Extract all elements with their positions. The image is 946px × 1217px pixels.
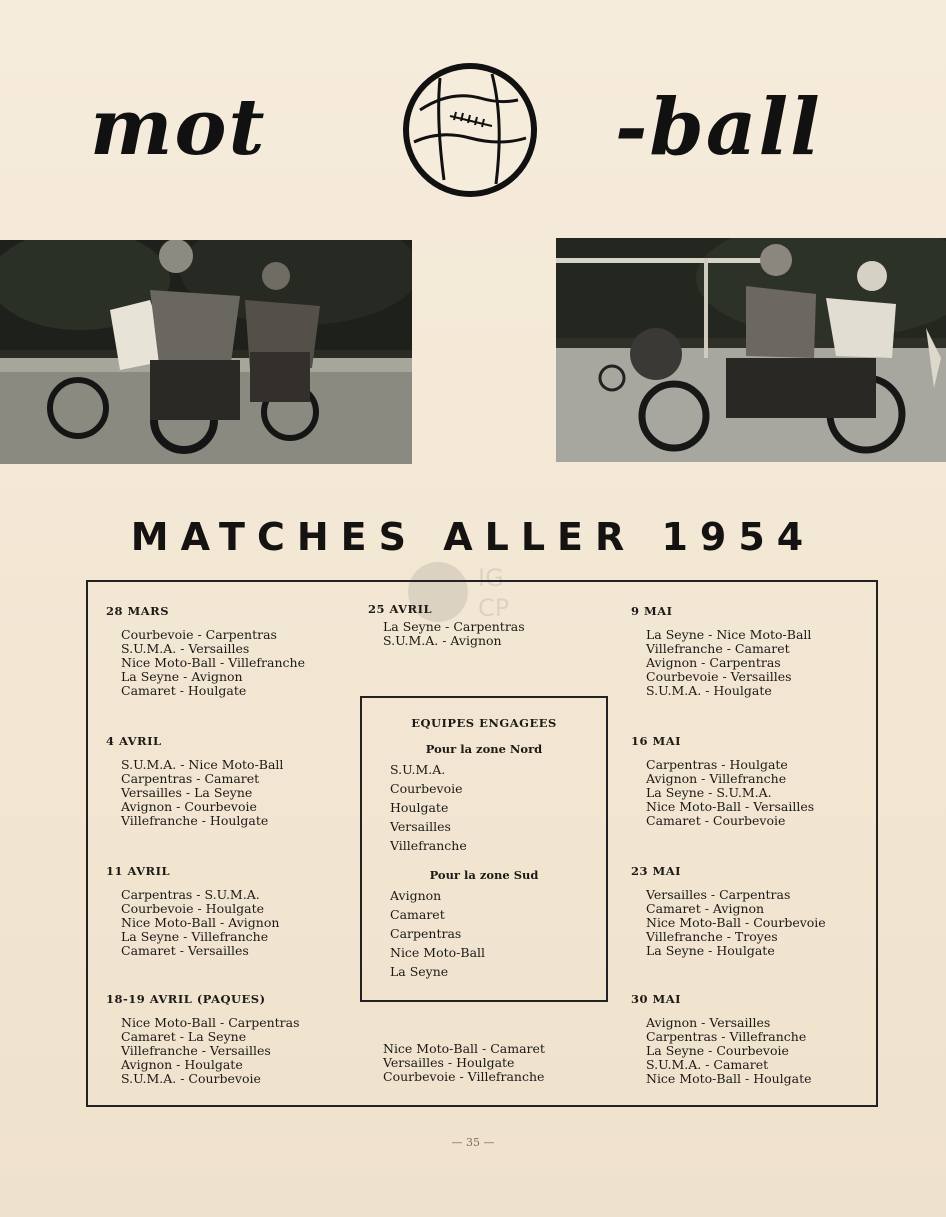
round-block <box>631 604 811 698</box>
match-line: Villefranche - Versailles <box>121 1043 271 1058</box>
round-block <box>631 992 812 1086</box>
match-line: Nice Moto-Ball - Camaret <box>383 1041 545 1056</box>
schedule-box <box>86 580 878 1107</box>
round-date: 30 MAI <box>631 992 682 1006</box>
match-line: Nice Moto-Ball - Carpentras <box>121 1015 300 1030</box>
match-line: Avignon - Courbevoie <box>121 799 257 814</box>
team-name: Versailles <box>390 819 451 834</box>
match-line: La Seyne - S.U.M.A. <box>646 785 772 800</box>
match-line: Carpentras - Camaret <box>121 771 260 786</box>
logo-text-left: mot <box>90 82 267 173</box>
match-line: Versailles - La Seyne <box>121 785 253 800</box>
round-block <box>106 864 279 958</box>
round-date: 25 AVRIL <box>368 602 433 616</box>
page-heading: MATCHES ALLER 1954 <box>130 515 816 559</box>
team-name: Courbevoie <box>390 781 463 796</box>
team-name: Nice Moto-Ball <box>390 945 486 960</box>
match-line: La Seyne - Nice Moto-Ball <box>646 627 812 642</box>
match-line: Nice Moto-Ball - Villefranche <box>121 655 305 670</box>
moto-ball-logo <box>80 50 880 200</box>
match-line: Carpentras - Villefranche <box>646 1029 807 1044</box>
round-block <box>383 1042 545 1084</box>
round-block <box>106 992 300 1086</box>
match-line: Avignon - Carpentras <box>646 655 781 670</box>
team-name: La Seyne <box>390 964 449 979</box>
match-line: La Seyne - Courbevoie <box>646 1043 789 1058</box>
match-line: Courbevoie - Villefranche <box>383 1069 545 1084</box>
match-line: Avignon - Villefranche <box>646 771 787 786</box>
match-line: S.U.M.A. - Camaret <box>646 1057 769 1072</box>
team-name: Avignon <box>390 888 442 903</box>
match-line: La Seyne - Avignon <box>121 669 243 684</box>
match-line: S.U.M.A. - Courbevoie <box>121 1071 261 1086</box>
team-name: Carpentras <box>390 926 462 941</box>
football-icon <box>400 60 540 200</box>
match-line: Carpentras - S.U.M.A. <box>121 887 260 902</box>
match-line: Avignon - Houlgate <box>121 1057 243 1072</box>
match-line: Nice Moto-Ball - Courbevoie <box>646 915 826 930</box>
match-line: Villefranche - Houlgate <box>121 813 269 828</box>
match-line: Villefranche - Troyes <box>646 929 778 944</box>
match-line: Courbevoie - Versailles <box>646 669 792 684</box>
match-line: Camaret - Avignon <box>646 901 765 916</box>
team-name: Villefranche <box>390 838 467 853</box>
match-line: Avignon - Versailles <box>646 1015 771 1030</box>
match-line: Versailles - Carpentras <box>646 887 791 902</box>
match-line: Nice Moto-Ball - Versailles <box>646 799 815 814</box>
teams-box <box>360 696 608 1002</box>
match-line: La Seyne - Villefranche <box>121 929 269 944</box>
match-line: S.U.M.A. - Avignon <box>383 633 502 648</box>
zone-nord-title: Pour la zone Nord <box>425 742 543 756</box>
match-line: S.U.M.A. - Nice Moto-Ball <box>121 757 284 772</box>
round-date: 16 MAI <box>631 734 682 748</box>
motoball-photo-left <box>0 240 412 464</box>
round-block <box>106 604 305 698</box>
round-date: 18-19 AVRIL (PAQUES) <box>106 992 266 1006</box>
round-date: 11 AVRIL <box>106 864 171 878</box>
round-date: 28 MARS <box>106 604 170 618</box>
logo-text-right: -ball <box>615 82 822 173</box>
match-line: Camaret - La Seyne <box>121 1029 247 1044</box>
round-date: 4 AVRIL <box>106 734 162 748</box>
svg-text:CP: CP <box>478 594 510 622</box>
match-line: Versailles - Houlgate <box>383 1055 515 1070</box>
round-block <box>631 864 826 958</box>
match-line: La Seyne - Houlgate <box>646 943 775 958</box>
round-date: 9 MAI <box>631 604 673 618</box>
round-date: 23 MAI <box>631 864 682 878</box>
match-line: Carpentras - Houlgate <box>646 757 788 772</box>
team-name: Houlgate <box>390 800 449 815</box>
match-line: S.U.M.A. - Houlgate <box>646 683 772 698</box>
match-line: Courbevoie - Houlgate <box>121 901 265 916</box>
round-block <box>631 734 814 828</box>
match-line: Nice Moto-Ball - Avignon <box>121 915 280 930</box>
round-block <box>368 602 525 648</box>
match-line: Nice Moto-Ball - Houlgate <box>646 1071 812 1086</box>
match-line: Villefranche - Camaret <box>646 641 790 656</box>
team-name: Camaret <box>390 907 445 922</box>
page-number: — 35 — <box>451 1136 495 1149</box>
svg-text:IG: IG <box>478 564 504 592</box>
match-line: Camaret - Courbevoie <box>646 813 786 828</box>
teams-title: EQUIPES ENGAGEES <box>411 716 557 730</box>
match-line: Camaret - Versailles <box>121 943 249 958</box>
team-name: S.U.M.A. <box>390 762 446 777</box>
round-block <box>106 734 283 828</box>
motoball-photo-right <box>556 238 946 462</box>
match-line: Courbevoie - Carpentras <box>121 627 277 642</box>
match-line: Camaret - Houlgate <box>121 683 247 698</box>
zone-sud-title: Pour la zone Sud <box>429 868 539 882</box>
match-line: La Seyne - Carpentras <box>383 619 525 634</box>
match-line: S.U.M.A. - Versailles <box>121 641 250 656</box>
